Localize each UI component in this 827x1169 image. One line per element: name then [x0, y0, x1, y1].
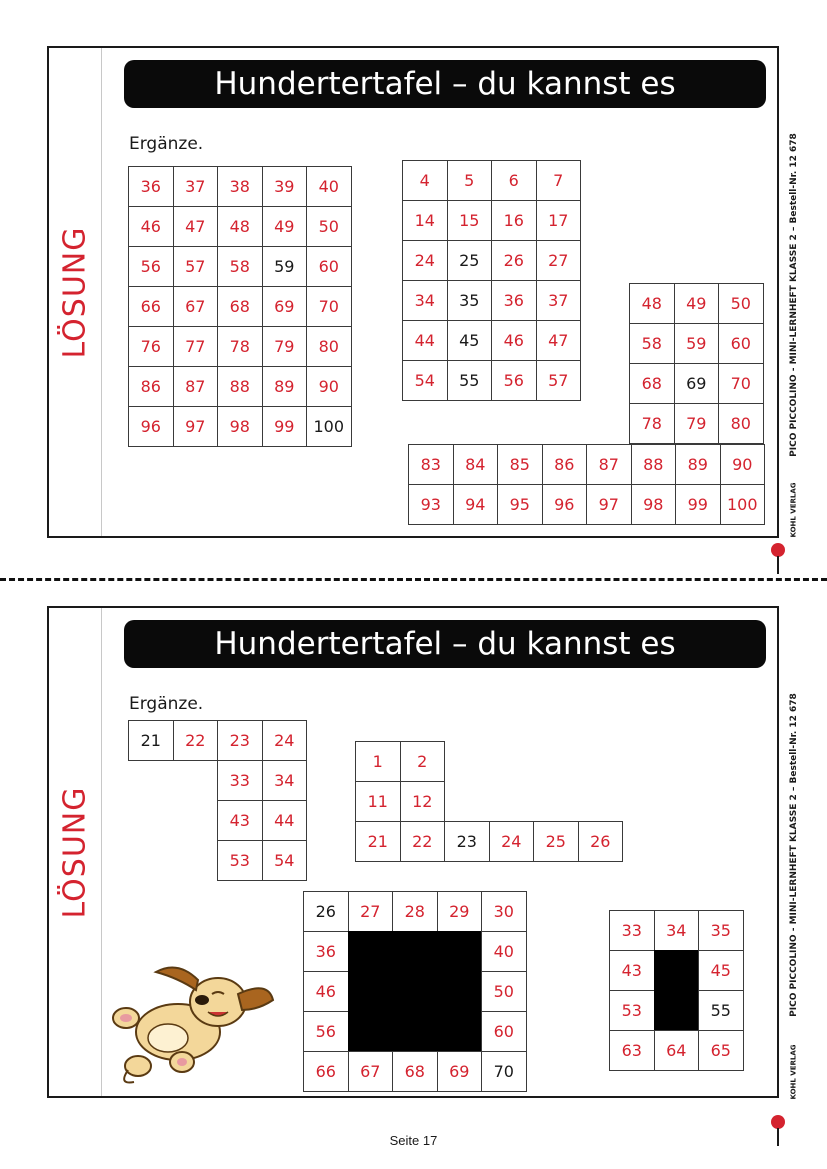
blacked-out-cell	[654, 990, 700, 1031]
series-side-text-1: PICO PICCOLINO - MINI-LERNHEFT KLASSE 2 – Bestell-Nr. 12 678	[789, 133, 800, 457]
blacked-out-cell	[437, 1011, 483, 1052]
grid-cell: 47	[173, 206, 219, 247]
grid-cell: 50	[718, 283, 764, 324]
grid-cell: 34	[402, 280, 448, 321]
grid-cell: 27	[348, 891, 394, 932]
grid-cell: 28	[392, 891, 438, 932]
grid-cell: 90	[720, 444, 766, 485]
grid-cell: 66	[303, 1051, 349, 1092]
grid-cell: 50	[481, 971, 527, 1012]
blacked-out-cell	[392, 971, 438, 1012]
blacked-out-cell	[392, 931, 438, 972]
grid-cell: 56	[491, 360, 537, 401]
grid-cell: 80	[718, 403, 764, 444]
grid-cell: 57	[173, 246, 219, 287]
grid-cell: 64	[654, 1030, 700, 1071]
grid-cell: 17	[536, 200, 582, 241]
grid-cell: 65	[698, 1030, 744, 1071]
grid-cell: 21	[355, 821, 401, 862]
grid-cell: 87	[586, 444, 632, 485]
grid-cell: 26	[578, 821, 624, 862]
grid-cell: 23	[444, 821, 490, 862]
grid-cell: 60	[718, 323, 764, 364]
grid-cell: 78	[629, 403, 675, 444]
grid-cell: 38	[217, 166, 263, 207]
grid-cell: 97	[173, 406, 219, 447]
grid-cell: 98	[217, 406, 263, 447]
grid-cell: 25	[447, 240, 493, 281]
grid-cell: 37	[173, 166, 219, 207]
grid-cell: 12	[400, 781, 446, 822]
grid-cell: 79	[262, 326, 308, 367]
grid-cell: 83	[408, 444, 454, 485]
grid-cell: 99	[675, 484, 721, 525]
grid-cell: 54	[402, 360, 448, 401]
grid-cell: 58	[629, 323, 675, 364]
grid-cell: 21	[128, 720, 174, 761]
grid-cell: 36	[491, 280, 537, 321]
grid-cell: 96	[542, 484, 588, 525]
grid-cell: 94	[453, 484, 499, 525]
solution-label: LÖSUNG	[57, 786, 93, 918]
grid-cell: 54	[262, 840, 308, 881]
grid-cell: 88	[631, 444, 677, 485]
instruction-text: Ergänze.	[129, 134, 204, 154]
grid-cell: 50	[306, 206, 352, 247]
instruction-text: Ergänze.	[129, 694, 204, 714]
grid-cell: 48	[629, 283, 675, 324]
grid-cell: 11	[355, 781, 401, 822]
grid-cell: 15	[447, 200, 493, 241]
grid-cell: 70	[718, 363, 764, 404]
grid-cell: 45	[447, 320, 493, 361]
grid-cell: 25	[533, 821, 579, 862]
grid-cell: 69	[674, 363, 720, 404]
grid-cell: 66	[128, 286, 174, 327]
sleeping-dog-illustration	[108, 950, 278, 1090]
grid-cell: 89	[675, 444, 721, 485]
grid-cell: 46	[128, 206, 174, 247]
grid-cell: 34	[654, 910, 700, 951]
grid-cell: 46	[303, 971, 349, 1012]
worksheet-title: Hundertertafel – du kannst es	[124, 620, 766, 668]
grid-cell: 70	[306, 286, 352, 327]
grid-cell: 7	[536, 160, 582, 201]
grid-cell: 98	[631, 484, 677, 525]
grid-cell: 60	[481, 1011, 527, 1052]
grid-cell: 44	[402, 320, 448, 361]
grid-cell: 84	[453, 444, 499, 485]
grid-cell: 55	[447, 360, 493, 401]
blacked-out-cell	[348, 971, 394, 1012]
grid-cell: 33	[217, 760, 263, 801]
grid-cell: 14	[402, 200, 448, 241]
grid-cell: 88	[217, 366, 263, 407]
grid-cell: 100	[306, 406, 352, 447]
grid-cell: 39	[262, 166, 308, 207]
grid-cell: 93	[408, 484, 454, 525]
grid-cell: 56	[303, 1011, 349, 1052]
grid-cell: 4	[402, 160, 448, 201]
grid-cell: 76	[128, 326, 174, 367]
grid-cell: 59	[674, 323, 720, 364]
grid-cell: 26	[303, 891, 349, 932]
blacked-out-cell	[437, 931, 483, 972]
grid-cell: 36	[128, 166, 174, 207]
cut-line	[0, 578, 827, 581]
grid-cell: 55	[698, 990, 744, 1031]
grid-cell: 90	[306, 366, 352, 407]
worksheet-title: Hundertertafel – du kannst es	[124, 60, 766, 108]
grid-cell: 37	[536, 280, 582, 321]
blacked-out-cell	[392, 1011, 438, 1052]
grid-cell: 49	[262, 206, 308, 247]
grid-cell: 79	[674, 403, 720, 444]
page-number: Seite 17	[389, 1133, 438, 1148]
grid-cell: 47	[536, 320, 582, 361]
grid-cell: 44	[262, 800, 308, 841]
grid-cell: 87	[173, 366, 219, 407]
grid-cell: 26	[491, 240, 537, 281]
grid-cell: 67	[348, 1051, 394, 1092]
grid-cell: 99	[262, 406, 308, 447]
grid-cell: 5	[447, 160, 493, 201]
grid-cell: 24	[489, 821, 535, 862]
blacked-out-cell	[654, 950, 700, 991]
grid-cell: 40	[481, 931, 527, 972]
grid-cell: 69	[437, 1051, 483, 1092]
grid-cell: 36	[303, 931, 349, 972]
grid-cell: 24	[402, 240, 448, 281]
grid-cell: 95	[497, 484, 543, 525]
grid-cell: 80	[306, 326, 352, 367]
grid-cell: 63	[609, 1030, 655, 1071]
grid-cell: 57	[536, 360, 582, 401]
publisher-logo-icon	[770, 538, 786, 578]
grid-cell: 22	[173, 720, 219, 761]
grid-cell: 6	[491, 160, 537, 201]
grid-cell: 68	[629, 363, 675, 404]
grid-cell: 33	[609, 910, 655, 951]
grid-cell: 30	[481, 891, 527, 932]
grid-cell: 59	[262, 246, 308, 287]
grid-cell: 60	[306, 246, 352, 287]
grid-cell: 100	[720, 484, 766, 525]
blacked-out-cell	[348, 931, 394, 972]
publisher-logo-text-2: KOHL VERLAG	[790, 1044, 798, 1100]
grid-cell: 86	[128, 366, 174, 407]
grid-cell: 53	[609, 990, 655, 1031]
grid-cell: 24	[262, 720, 308, 761]
grid-cell: 43	[217, 800, 263, 841]
solution-label: LÖSUNG	[57, 226, 93, 358]
grid-cell: 70	[481, 1051, 527, 1092]
grid-cell: 85	[497, 444, 543, 485]
grid-cell: 35	[698, 910, 744, 951]
grid-cell: 68	[392, 1051, 438, 1092]
grid-cell: 67	[173, 286, 219, 327]
grid-cell: 40	[306, 166, 352, 207]
grid-cell: 96	[128, 406, 174, 447]
publisher-logo-text-1: KOHL VERLAG	[790, 482, 798, 538]
grid-cell: 49	[674, 283, 720, 324]
grid-cell: 89	[262, 366, 308, 407]
grid-cell: 48	[217, 206, 263, 247]
grid-cell: 16	[491, 200, 537, 241]
blacked-out-cell	[348, 1011, 394, 1052]
grid-cell: 46	[491, 320, 537, 361]
grid-cell: 56	[128, 246, 174, 287]
grid-cell: 2	[400, 741, 446, 782]
series-side-text-2: PICO PICCOLINO - MINI-LERNHEFT KLASSE 2 – Bestell-Nr. 12 678	[789, 693, 800, 1017]
grid-cell: 27	[536, 240, 582, 281]
grid-cell: 34	[262, 760, 308, 801]
grid-cell: 1	[355, 741, 401, 782]
grid-cell: 86	[542, 444, 588, 485]
grid-cell: 78	[217, 326, 263, 367]
grid-cell: 58	[217, 246, 263, 287]
grid-cell: 22	[400, 821, 446, 862]
grid-cell: 68	[217, 286, 263, 327]
grid-cell: 23	[217, 720, 263, 761]
grid-cell: 97	[586, 484, 632, 525]
grid-cell: 43	[609, 950, 655, 991]
grid-cell: 77	[173, 326, 219, 367]
blacked-out-cell	[437, 971, 483, 1012]
grid-cell: 53	[217, 840, 263, 881]
grid-cell: 45	[698, 950, 744, 991]
grid-cell: 35	[447, 280, 493, 321]
grid-cell: 69	[262, 286, 308, 327]
grid-cell: 29	[437, 891, 483, 932]
